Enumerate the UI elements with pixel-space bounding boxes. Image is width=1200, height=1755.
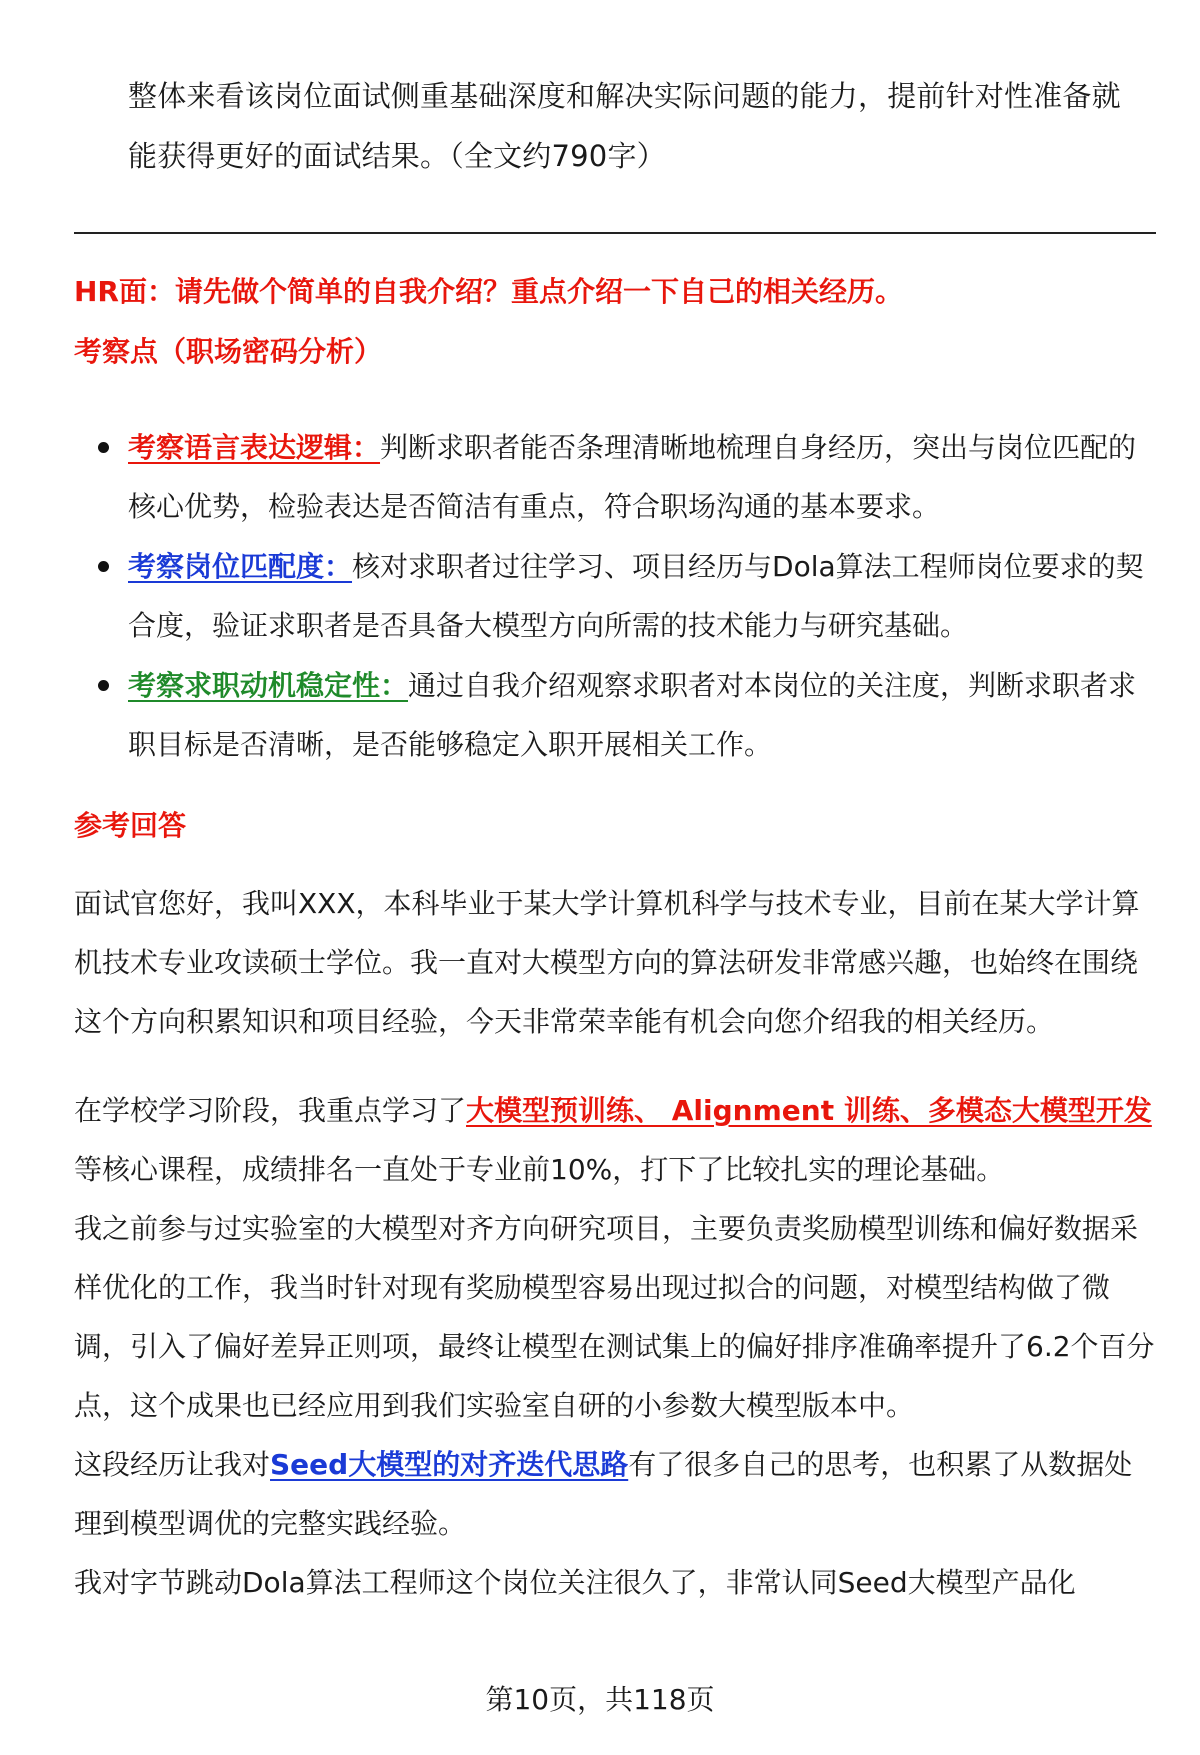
highlight-seed: Seed大模型的对齐迭代思路 (270, 1448, 629, 1481)
analysis-title: 考察点（职场密码分析） (74, 335, 383, 368)
analysis-text: 核对求职者过往学习、项目经历与Dola算法工程师岗位要求的契合度，验证求职者是否具备大模型方向所需的技术能力与研究基础。 (128, 550, 1144, 642)
answer-text: 在学校学习阶段，我重点学习了 (74, 1094, 467, 1127)
answer-text: 等核心课程，成绩排名一直处于专业前10%，打下了比较扎实的理论基础。 (74, 1153, 1005, 1186)
answer-paragraph: 我之前参与过实验室的大模型对齐方向研究项目，主要负责奖励模型训练和偏好数据采样优化的工作，我当时针对现有奖励模型容易出现过拟合的问题，对模型结构做了微调，引入了偏好差异正则项，最终让模型在测试集上的偏好排序准确率提升了6.2个百分点，这个成果也已经应用到我们实验室自研的小参数大模型版本中。 (74, 1212, 1155, 1422)
analysis-keyword: 考察岗位匹配度： (128, 550, 353, 583)
analysis-item-logic (74, 418, 1156, 536)
answer-title: 参考回答 (74, 809, 187, 842)
bullet-icon (98, 561, 109, 572)
page-number: 第10页，共118页 (485, 1683, 715, 1716)
answer-paragraph: 面试官您好，我叫XXX，本科毕业于某大学计算机科学与技术专业，目前在某大学计算机技术专业攻读硕士学位。我一直对大模型方向的算法研发非常感兴趣，也始终在围绕这个方向积累知识和项目经验，今天非常荣幸能有机会向您介绍我的相关经历。 (74, 887, 1140, 1038)
analysis-list (74, 418, 1156, 775)
answer-paragraph: 我对字节跳动Dola算法工程师这个岗位关注很久了，非常认同Seed大模型产品化 (74, 1566, 1076, 1599)
highlight-courses: 大模型预训练、 Alignment 训练、多模态大模型开发 (466, 1094, 1152, 1127)
analysis-keyword: 考察求职动机稳定性： (128, 669, 409, 702)
bullet-icon (98, 680, 109, 691)
analysis-text: 判断求职者能否条理清晰地梳理自身经历，突出与岗位匹配的核心优势，检验表达是否简洁有重点，符合职场沟通的基本要求。 (128, 431, 1137, 523)
analysis-item-motivation (74, 656, 1156, 774)
intro-paragraph: 整体来看该岗位面试侧重基础深度和解决实际问题的能力，提前针对性准备就能获得更好的面试结果。（全文约790字） (128, 79, 1121, 173)
answer-body (74, 874, 1156, 1612)
bullet-icon (98, 442, 109, 453)
answer-text: 有了很多自己的思考，也积累了从数据处理到模型调优的完整实践经验。 (74, 1448, 1133, 1540)
analysis-keyword: 考察语言表达逻辑： (128, 431, 381, 464)
analysis-text: 通过自我介绍观察求职者对本岗位的关注度，判断求职者求职目标是否清晰，是否能够稳定入职开展相关工作。 (128, 669, 1137, 761)
answer-text: 这段经历让我对 (74, 1448, 271, 1481)
answer-paragraph (74, 1435, 1156, 1553)
divider-line (74, 232, 1156, 234)
answer-paragraph (74, 1081, 1156, 1199)
analysis-item-fit (74, 537, 1156, 655)
interview-question: HR面：请先做个简单的自我介绍？重点介绍一下自己的相关经历。 (74, 275, 903, 308)
